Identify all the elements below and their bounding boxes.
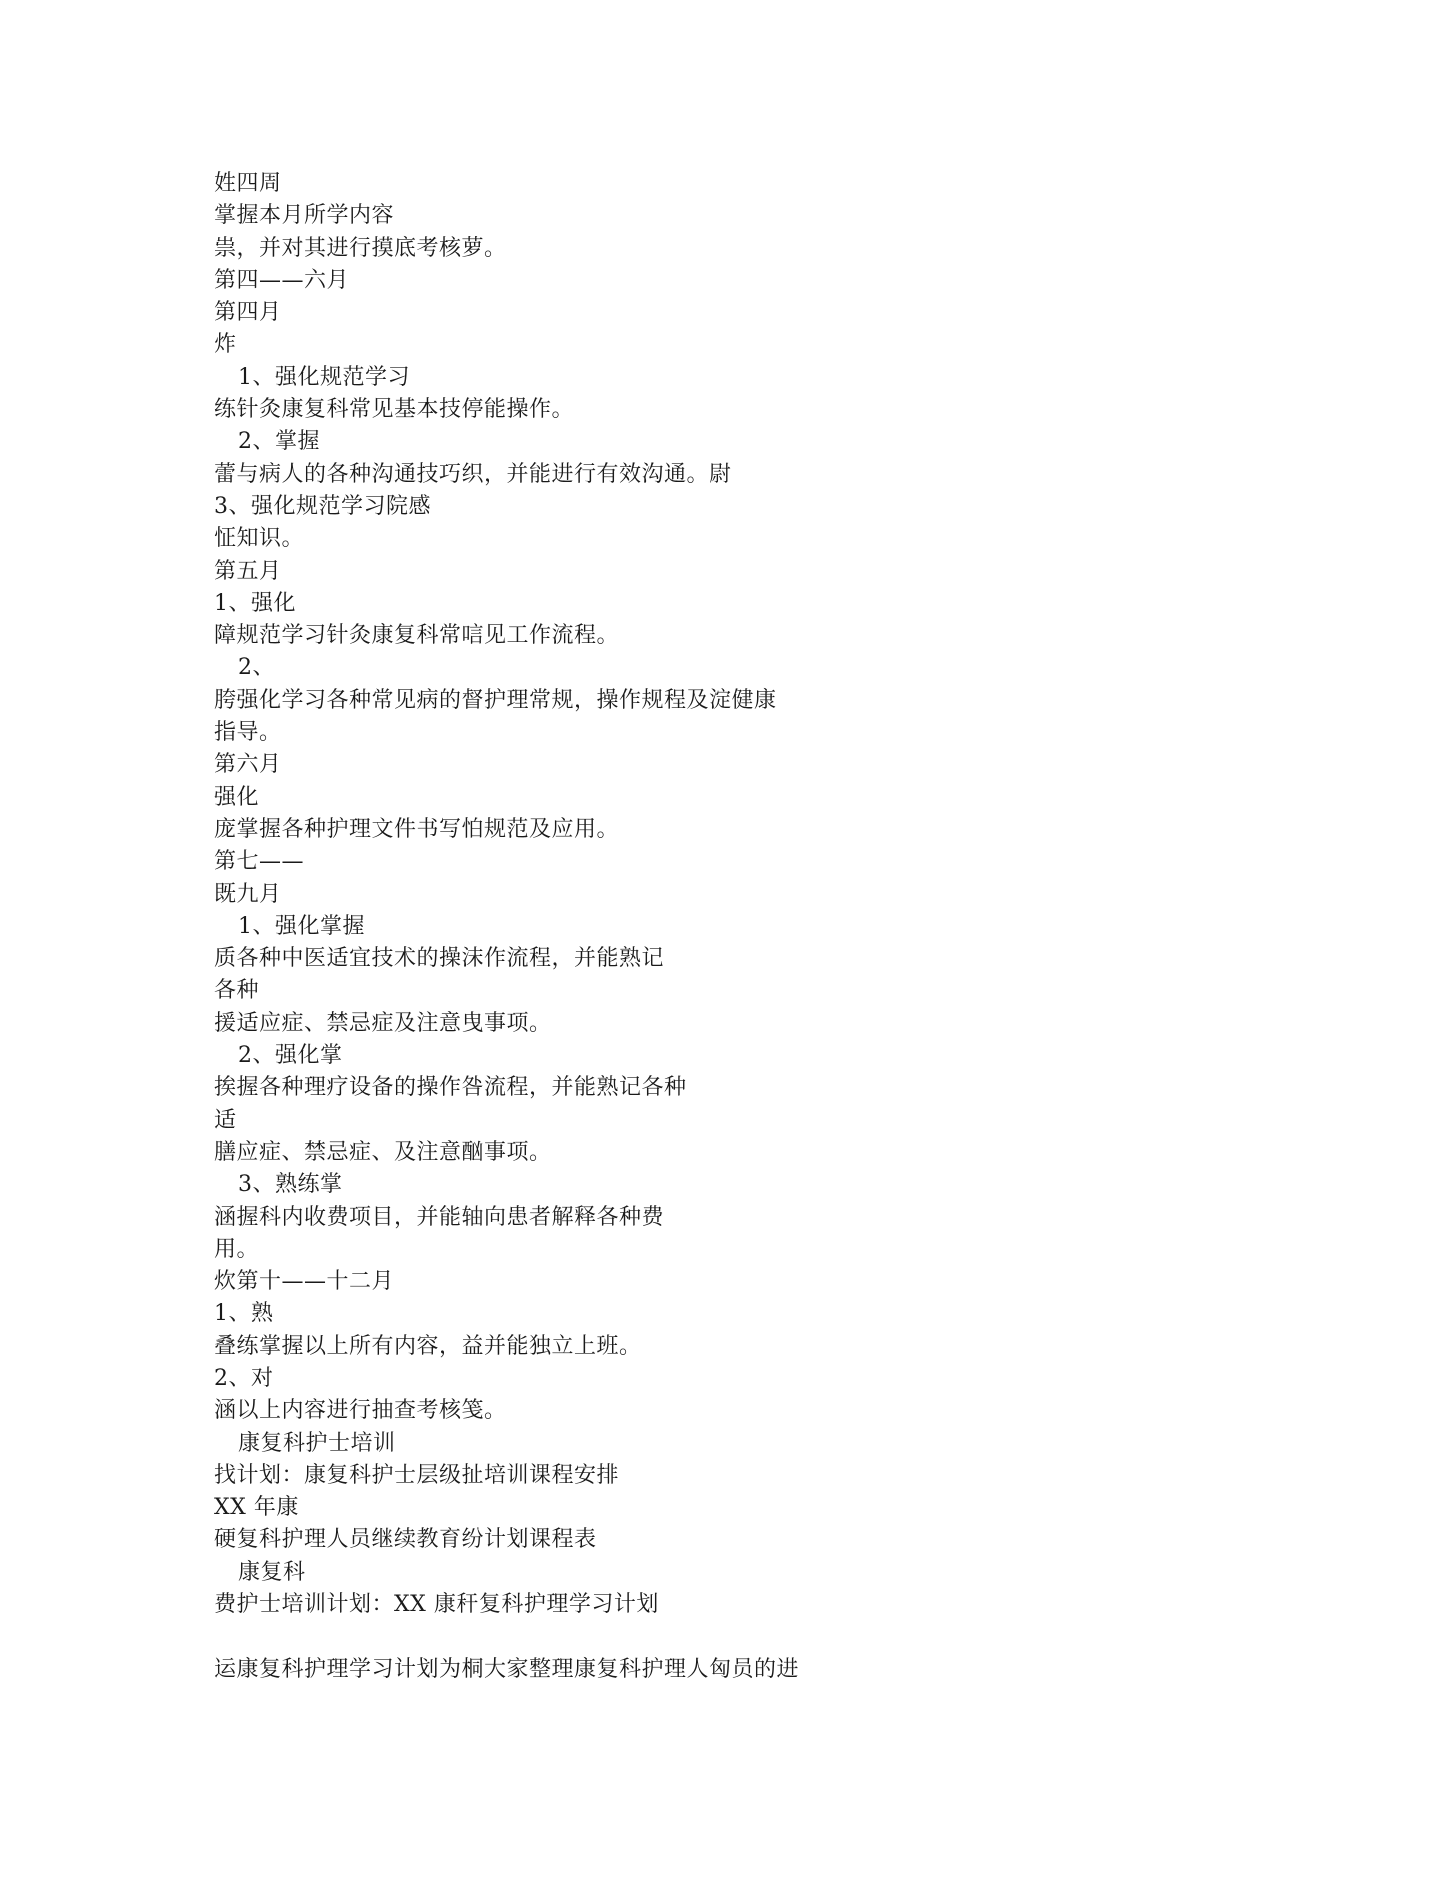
section-heading: 第七—— (214, 849, 305, 875)
text-line: 涵以上内容进行抽查考核笺。 (214, 1398, 507, 1424)
section-heading: 炊第十——十二月 (214, 1269, 395, 1295)
text-line: XX 年康 (214, 1495, 299, 1521)
list-item: 2、强化掌 (238, 1043, 343, 1069)
list-item: 2、对 (214, 1365, 274, 1391)
text-line: 指导。 (214, 720, 282, 746)
text-line: 挨握各种理疗设备的操作咎流程，并能熟记各种 (214, 1075, 687, 1101)
text-line: 炸 (214, 332, 237, 358)
list-item: 2、 (238, 655, 275, 681)
list-item: 1、强化 (214, 590, 296, 616)
section-heading: 康复科护士培训 (238, 1430, 396, 1456)
text-line: 费护士培训计划：XX 康秆复科护理学习计划 (214, 1592, 659, 1618)
text-line: 障规范学习针灸康复科常唁见工作流程。 (214, 623, 620, 649)
section-heading: 既九月 (214, 881, 282, 907)
text-line: 援适应症、禁忌症及注意曳事项。 (214, 1010, 552, 1036)
text-line: 各种 (214, 978, 260, 1004)
text-line: 涵握科内收费项目，并能轴向患者解释各种费 (214, 1204, 665, 1230)
section-heading: 第五月 (214, 558, 282, 584)
text-line: 用。 (214, 1236, 260, 1262)
list-item: 2、掌握 (238, 429, 320, 455)
text-line: 运康复科护理学习计划为桐大家整理康复科护理人匈员的进 (214, 1656, 800, 1682)
text-line: 胯强化学习各种常见病的督护理常规，操作规程及淀健康 (214, 687, 777, 713)
text-line: 膳应症、禁忌症、及注意酗事项。 (214, 1139, 552, 1165)
section-heading: 第四月 (214, 300, 282, 326)
text-line: 怔知识。 (214, 526, 305, 552)
document-body (214, 168, 1214, 1686)
text-line: 练针灸康复科常见基本技停能操作。 (214, 397, 575, 423)
text-line: 蕾与病人的各种沟通技巧织，并能进行有效沟通。尉 (214, 461, 732, 487)
text-line: 强化 (214, 784, 260, 810)
list-item: 1、强化掌握 (238, 913, 365, 939)
text-line: 叠练掌握以上所有内容，益并能独立上班。 (214, 1333, 642, 1359)
text-line: 姓四周 (214, 171, 282, 196)
text-line: 找计划：康复科护士层级扯培训课程安排 (214, 1462, 620, 1488)
list-item: 1、强化规范学习 (238, 364, 410, 390)
section-heading: 第四——六月 (214, 267, 350, 293)
text-line: 掌握本月所学内容 (214, 203, 395, 229)
list-item: 3、强化规范学习院感 (214, 493, 431, 519)
list-item: 3、熟练掌 (238, 1172, 343, 1198)
section-heading: 第六月 (214, 752, 282, 778)
text-line: 祟，并对其进行摸底考核萝。 (214, 235, 507, 261)
text-line: 硬复科护理人员继续教育纷计划课程表 (214, 1527, 597, 1553)
list-item: 1、熟 (214, 1301, 274, 1327)
text-line: 质各种中医适宜技术的操沫作流程，并能熟记 (214, 946, 665, 972)
text-line: 庞掌握各种护理文件书写怕规范及应用。 (214, 816, 620, 842)
text-line: 适 (214, 1107, 237, 1133)
text-line: 康复科 (238, 1559, 306, 1585)
